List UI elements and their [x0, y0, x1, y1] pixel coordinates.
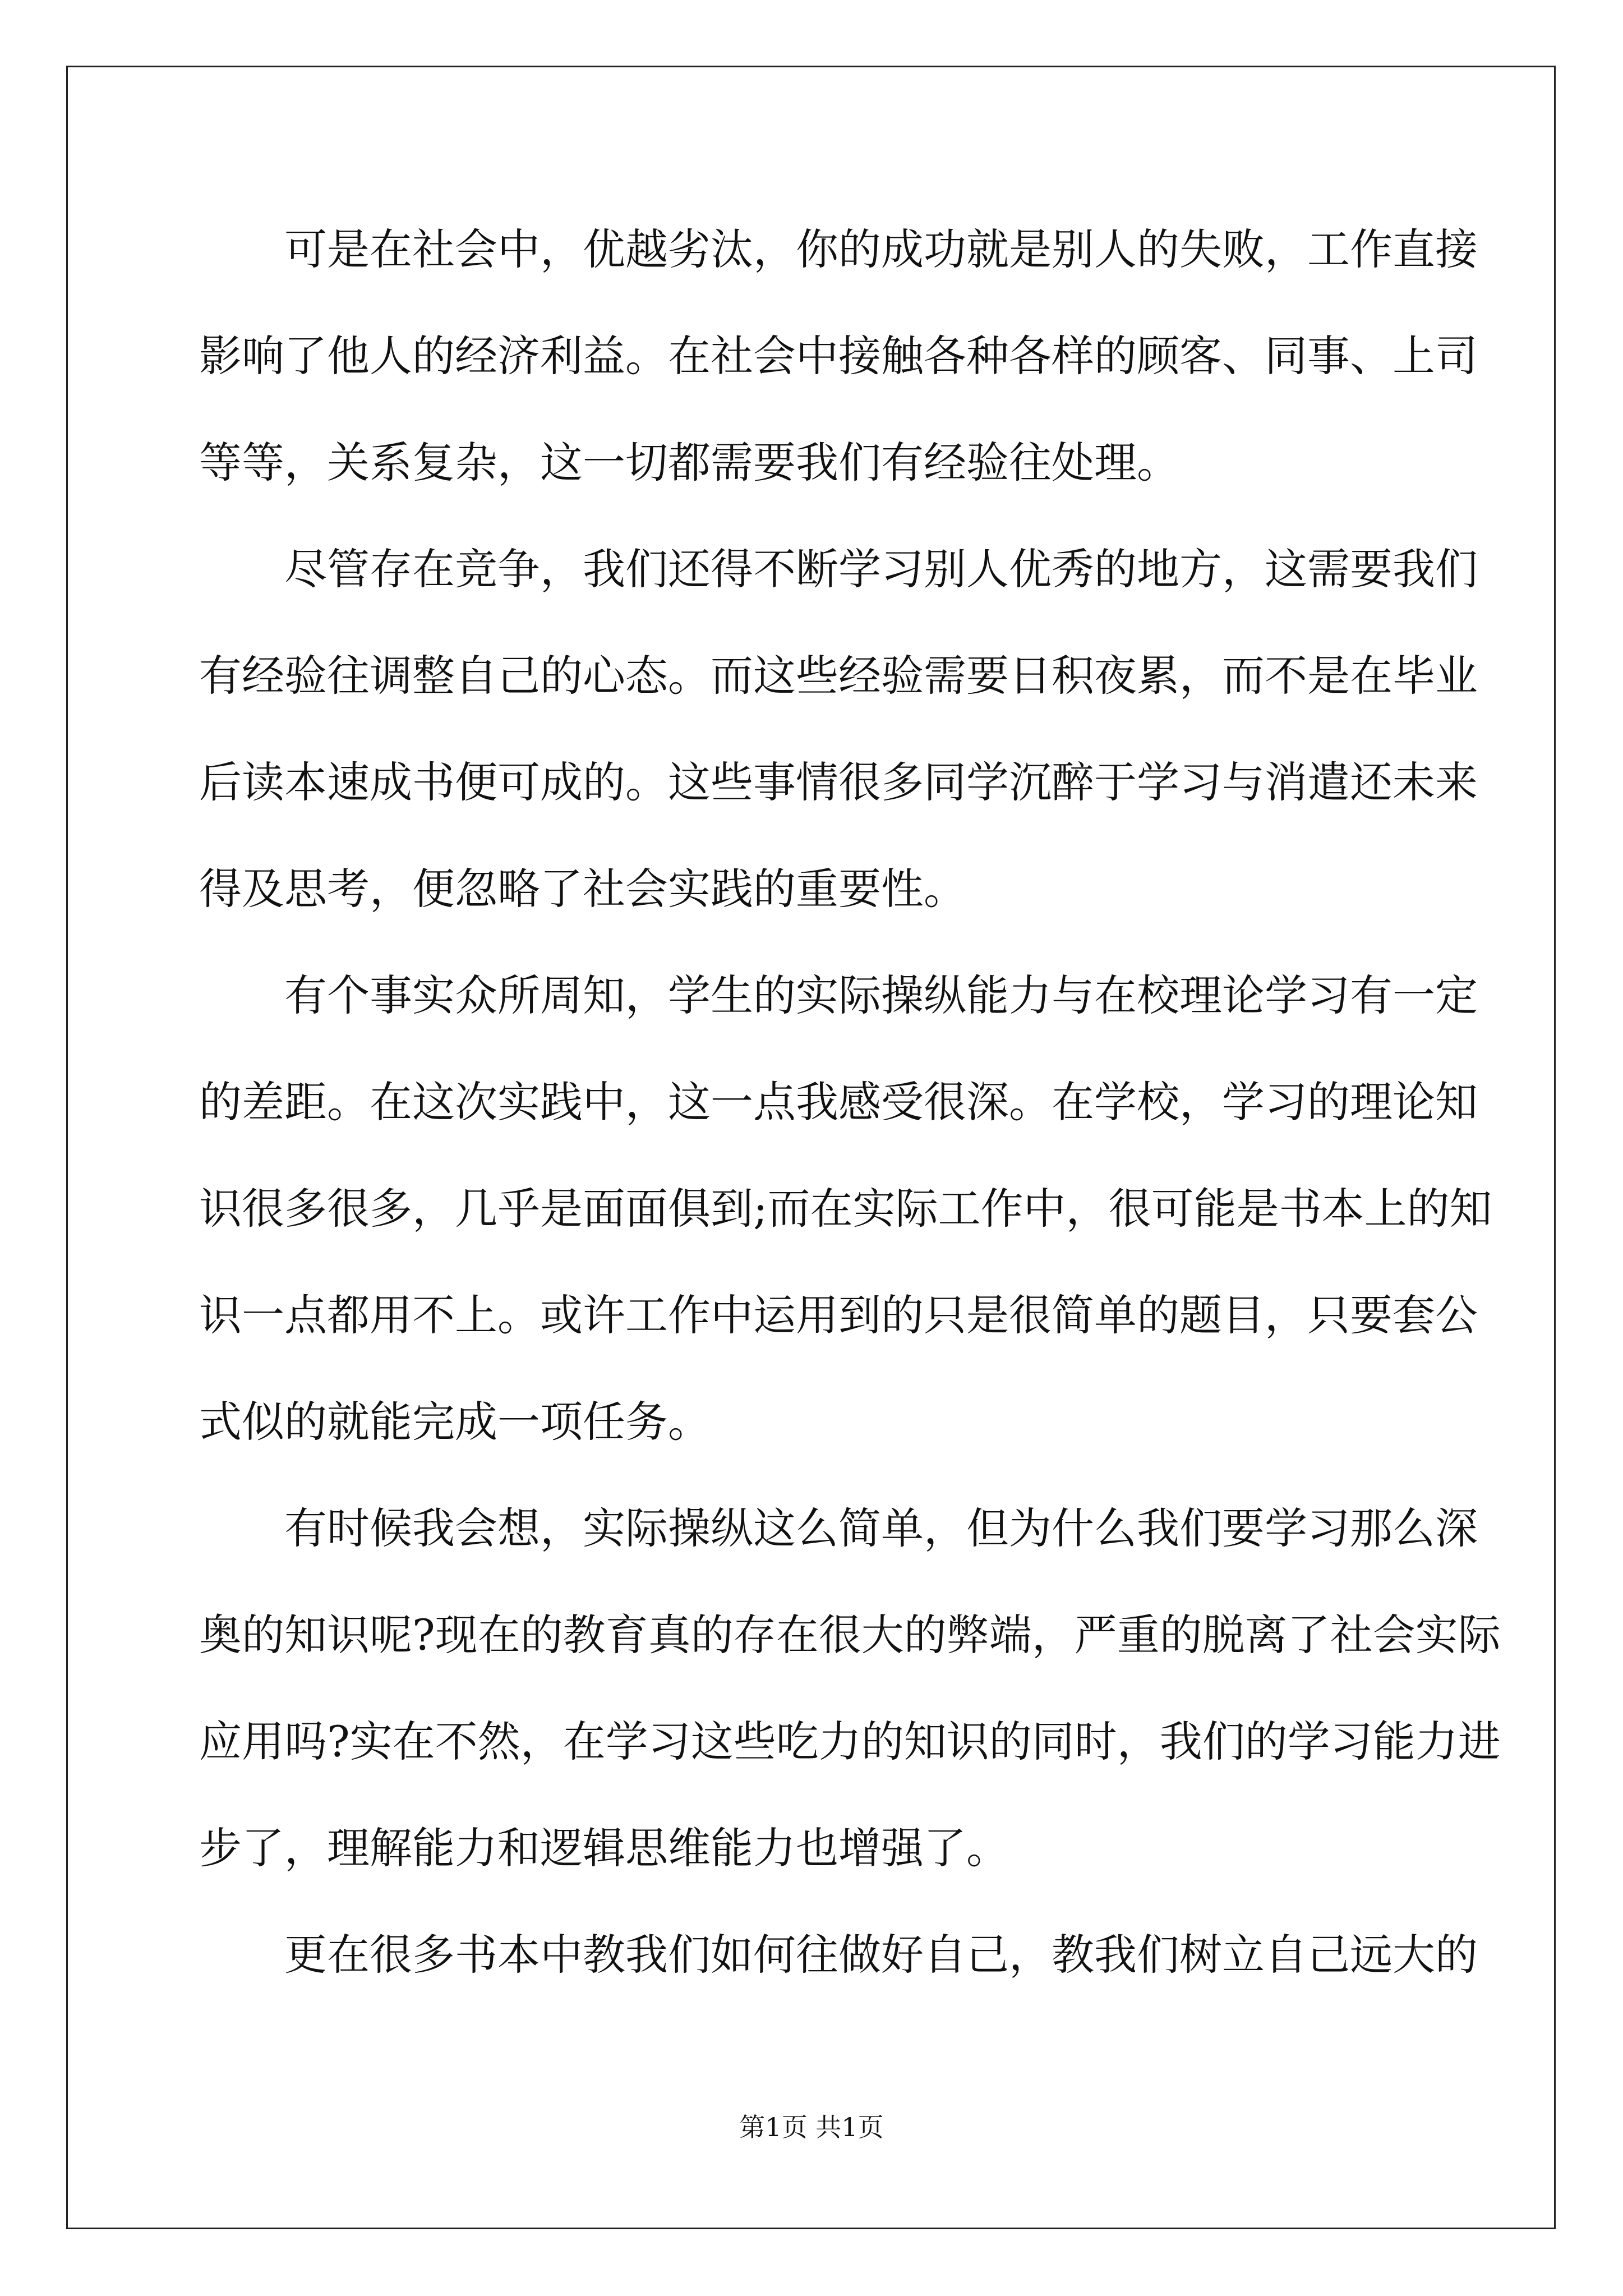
- text-line: 后读本速成书便可成的。这些事情很多同学沉醉于学习与消遣还未来: [199, 757, 1478, 807]
- text-line: 奥的知识呢?现在的教育真的存在很大的弊端，严重的脱离了社会实际: [199, 1610, 1501, 1660]
- paragraph-2: [199, 533, 1478, 959]
- text-line: 更在很多书本中教我们如何往做好自己，教我们树立自己远大的: [284, 1930, 1478, 1980]
- text-line: 尽管存在竞争，我们还得不断学习别人优秀的地方，这需要我们: [284, 544, 1478, 594]
- page-footer: 第1页 共1页: [739, 2112, 884, 2142]
- paragraph-1: [199, 213, 1478, 533]
- text-line: 应用吗?实在不然，在学习这些吃力的知识的同时，我们的学习能力进: [199, 1717, 1501, 1766]
- text-line: 识一点都用不上。或许工作中运用到的只是很简单的题目，只要套公: [199, 1290, 1478, 1340]
- text-line: 得及思考，便忽略了社会实践的重要性。: [199, 864, 966, 914]
- text-line: 识很多很多，几乎是面面俱到;而在实际工作中，很可能是书本上的知: [199, 1184, 1492, 1234]
- paragraph-3: [199, 959, 1492, 1492]
- text-line: 等等，关系复杂，这一切都需要我们有经验往处理。: [199, 438, 1179, 487]
- paragraph-4: [199, 1492, 1501, 1918]
- document-body: [199, 213, 1501, 2025]
- text-line: 可是在社会中，优越劣汰，你的成功就是别人的失败，工作直接: [284, 224, 1478, 274]
- text-line: 步了，理解能力和逻辑思维能力也增强了。: [199, 1823, 1009, 1873]
- paragraph-5: [199, 1918, 1478, 2025]
- text-line: 的差距。在这次实践中，这一点我感受很深。在学校，学习的理论知: [199, 1077, 1478, 1127]
- text-line: 影响了他人的经济利益。在社会中接触各种各样的顾客、同事、上司: [199, 331, 1478, 381]
- text-line: 有时候我会想，实际操纵这么简单，但为什么我们要学习那么深: [284, 1503, 1478, 1553]
- text-line: 有个事实众所周知，学生的实际操纵能力与在校理论学习有一定: [284, 970, 1478, 1020]
- text-line: 有经验往调整自己的心态。而这些经验需要日积夜累，而不是在毕业: [199, 651, 1478, 701]
- text-line: 式似的就能完成一项任务。: [199, 1397, 711, 1447]
